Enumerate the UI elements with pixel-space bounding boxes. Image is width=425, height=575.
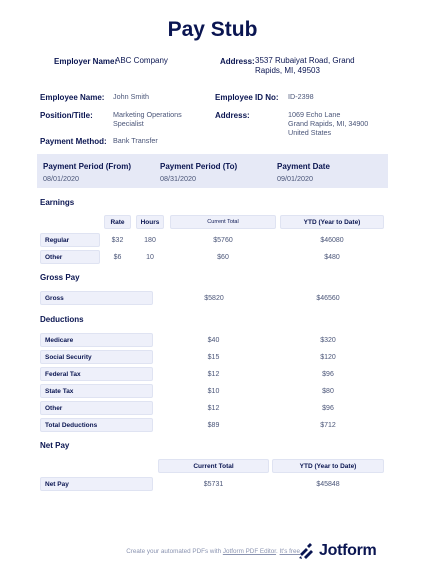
deductions-heading: Deductions: [40, 315, 84, 324]
payment-method-label: Payment Method:: [40, 137, 107, 146]
jotform-logo[interactable]: [298, 541, 376, 561]
payment-date-label: Payment Date: [277, 162, 330, 171]
employer-address-label: Address:: [220, 57, 255, 66]
its-free-link[interactable]: It's free: [279, 548, 300, 555]
pdf-editor-link[interactable]: Jotform PDF Editor: [222, 548, 277, 555]
gross-row-label: Gross: [40, 291, 153, 305]
employee-address-label: Address:: [215, 111, 250, 120]
earnings-header-hours: Hours: [136, 215, 164, 229]
net-header-current: Current Total: [158, 459, 269, 473]
period-to-label: Payment Period (To): [160, 162, 238, 171]
deductions-row-ytd: $96: [322, 370, 334, 378]
deductions-row-ytd: $712: [320, 421, 336, 429]
net-row-ytd: $45848: [316, 480, 340, 488]
earnings-row-current: $60: [217, 253, 229, 261]
deductions-row-current: $15: [207, 353, 220, 361]
payment-period-band: [37, 154, 388, 188]
employee-name-value: John Smith: [113, 92, 149, 101]
employee-id-label: Employee ID No:: [215, 93, 279, 102]
gross-row-ytd: $46560: [316, 294, 340, 302]
earnings-header-ytd: YTD (Year to Date): [280, 215, 384, 229]
earnings-row-label: Regular: [40, 233, 100, 247]
gross-row-current: $5820: [204, 294, 224, 302]
employer-name-label: Employer Name:: [54, 57, 118, 66]
deductions-row-current: $89: [207, 421, 220, 429]
payment-date-value: 09/01/2020: [277, 174, 313, 183]
position-line2: Specialist: [113, 119, 144, 128]
earnings-row-current: $5760: [213, 236, 233, 244]
deductions-row-label: Other: [40, 401, 153, 415]
footer-text: [0, 548, 300, 555]
employer-address-line2: Rapids, MI, 49503: [255, 66, 320, 75]
footer-prefix: Create your automated PDFs with: [126, 548, 223, 555]
position-label: Position/Title:: [40, 111, 93, 120]
jotform-logo-text: Jotform: [319, 542, 377, 559]
earnings-row-hours: 10: [146, 253, 154, 261]
period-from-label: Payment Period (From): [43, 162, 132, 171]
deductions-row-ytd: $96: [322, 404, 334, 412]
page-title: Pay Stub: [167, 18, 258, 41]
employee-address-line2: Grand Rapids, MI, 34900: [288, 119, 369, 128]
deductions-row-current: $40: [207, 336, 220, 344]
deductions-row-label: State Tax: [40, 384, 153, 398]
position-line1: Marketing Operations: [113, 110, 182, 119]
deductions-row-ytd: $320: [320, 336, 336, 344]
period-from-value: 08/01/2020: [43, 174, 79, 183]
payment-method-value: Bank Transfer: [113, 136, 158, 145]
earnings-row-hours: 180: [144, 236, 156, 244]
footer-separator: .: [276, 548, 280, 555]
employee-address-line1: 1069 Echo Lane: [288, 110, 341, 119]
net-row-label: Net Pay: [40, 477, 153, 491]
earnings-row-ytd: $46080: [320, 236, 344, 244]
deductions-row-ytd: $80: [322, 387, 334, 395]
deductions-row-label: Social Security: [40, 350, 153, 364]
earnings-row-rate: $6: [113, 253, 122, 261]
employee-address-line3: United States: [288, 128, 332, 137]
jotform-logo-icon: [298, 542, 316, 560]
employer-name-value: ABC Company: [115, 56, 168, 65]
earnings-header-current: Current Total: [170, 215, 276, 229]
net-pay-heading: Net Pay: [40, 441, 70, 450]
deductions-row-label: Federal Tax: [40, 367, 153, 381]
deductions-row-ytd: $120: [320, 353, 336, 361]
earnings-row-ytd: $480: [324, 253, 340, 261]
net-header-ytd: YTD (Year to Date): [272, 459, 384, 473]
earnings-row-label: Other: [40, 250, 100, 264]
earnings-header-rate: Rate: [104, 215, 131, 229]
period-to-value: 08/31/2020: [160, 174, 196, 183]
deductions-row-current: $10: [207, 387, 220, 395]
deductions-row-current: $12: [207, 370, 220, 378]
deductions-row-label: Medicare: [40, 333, 153, 347]
deductions-row-current: $12: [207, 404, 220, 412]
earnings-row-rate: $32: [111, 236, 124, 244]
earnings-heading: Earnings: [40, 198, 75, 207]
employee-name-label: Employee Name:: [40, 93, 105, 102]
gross-pay-heading: Gross Pay: [40, 273, 80, 282]
employer-address-line1: 3537 Rubaiyat Road, Grand: [255, 56, 355, 65]
deductions-row-label: Total Deductions: [40, 418, 153, 432]
employee-id-value: ID-2398: [288, 92, 314, 101]
net-row-current: $5731: [203, 480, 224, 488]
